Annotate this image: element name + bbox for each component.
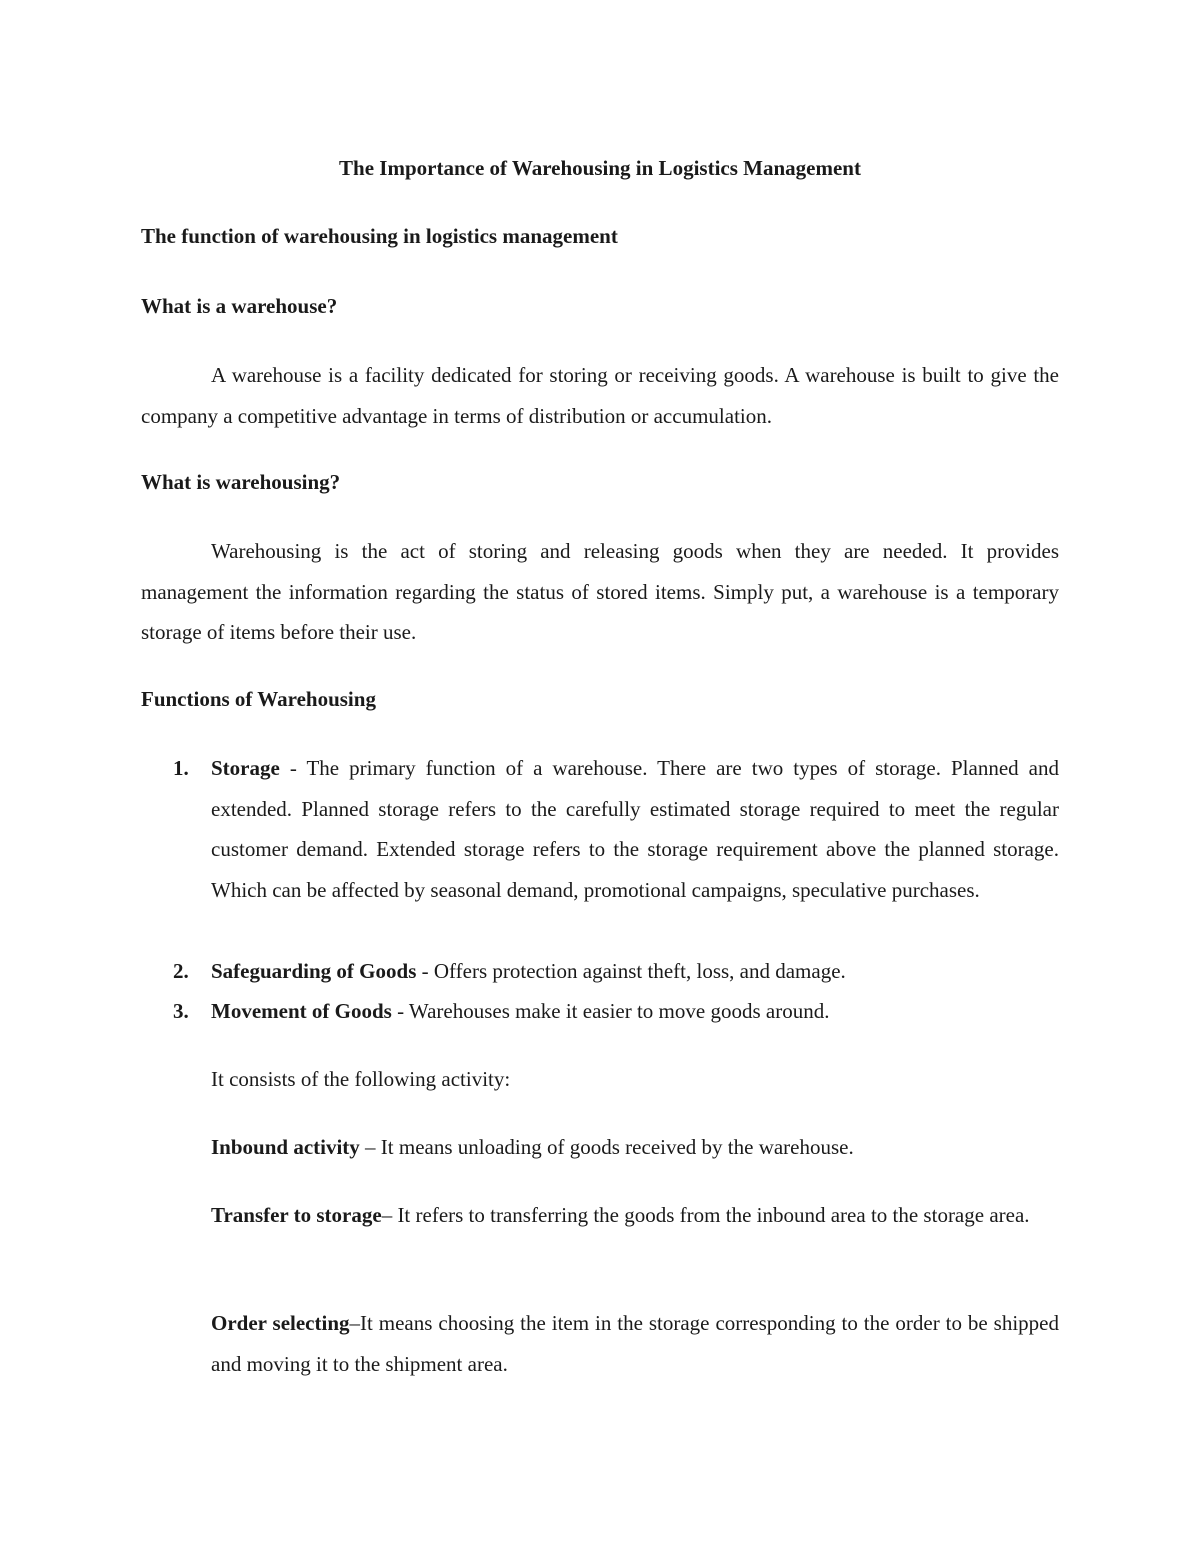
function-term: Safeguarding of Goods — [211, 959, 417, 983]
warehousing-definition-text: Warehousing is the act of storing and releasing goods when they are needed. It provides management the information regarding the status of stored items. Simply put, a warehouse is a temporary storage of items before their use. — [141, 539, 1059, 644]
activity-inbound — [211, 1127, 1059, 1168]
document-title: The Importance of Warehousing in Logistics Management — [339, 156, 861, 180]
activity-term: Transfer to storage — [211, 1203, 382, 1227]
warehousing-definition-paragraph — [141, 531, 1059, 653]
activity-term: Inbound activity — [211, 1135, 360, 1159]
function-list-item-storage — [141, 748, 1059, 910]
list-item-body — [211, 991, 1059, 1032]
activity-term: Order selecting — [211, 1311, 350, 1335]
function-description: - Offers protection against theft, loss, and damage. — [416, 959, 846, 983]
function-term: Storage — [211, 756, 280, 780]
function-term: Movement of Goods — [211, 999, 392, 1023]
activity-description: – It refers to transferring the goods from the inbound area to the storage area. — [381, 1203, 1030, 1227]
list-number: 2. — [173, 959, 189, 983]
list-item-body — [211, 951, 1059, 992]
list-item-body — [211, 748, 1059, 910]
question-heading-warehousing: What is warehousing? — [141, 470, 341, 494]
activity-description: –It means choosing the item in the storage corresponding to the order to be shipped and moving it to the shipment area. — [211, 1311, 1059, 1376]
question-heading-warehouse: What is a warehouse? — [141, 294, 338, 318]
warehouse-definition-paragraph — [141, 355, 1059, 436]
warehouse-definition-text: A warehouse is a facility dedicated for storing or receiving goods. A warehouse is built to give the company a competitive advantage in terms of distribution or accumulation. — [141, 363, 1059, 428]
activity-description: – It means unloading of goods received by the warehouse. — [359, 1135, 854, 1159]
list-number: 1. — [173, 756, 189, 780]
list-number: 3. — [173, 999, 189, 1023]
functions-heading: Functions of Warehousing — [141, 687, 376, 711]
activity-transfer — [211, 1195, 1059, 1236]
function-list-item-movement — [141, 991, 1059, 1032]
activities-intro: It consists of the following activity: — [211, 1067, 511, 1091]
activity-order-selecting — [211, 1303, 1059, 1384]
section-heading: The function of warehousing in logistics management — [141, 224, 618, 248]
function-description: - Warehouses make it easier to move goods around. — [391, 999, 830, 1023]
function-description: - The primary function of a warehouse. There are two types of storage. Planned and extended. Planned storage refers to the carefully estimated storage required to meet the regular customer demand. Extended storage refers to the storage requirement above the planned storage. Which can be affected by seasonal demand, promotional campaigns, speculative purchases. — [211, 756, 1059, 902]
function-list-item-safeguarding — [141, 951, 1059, 992]
